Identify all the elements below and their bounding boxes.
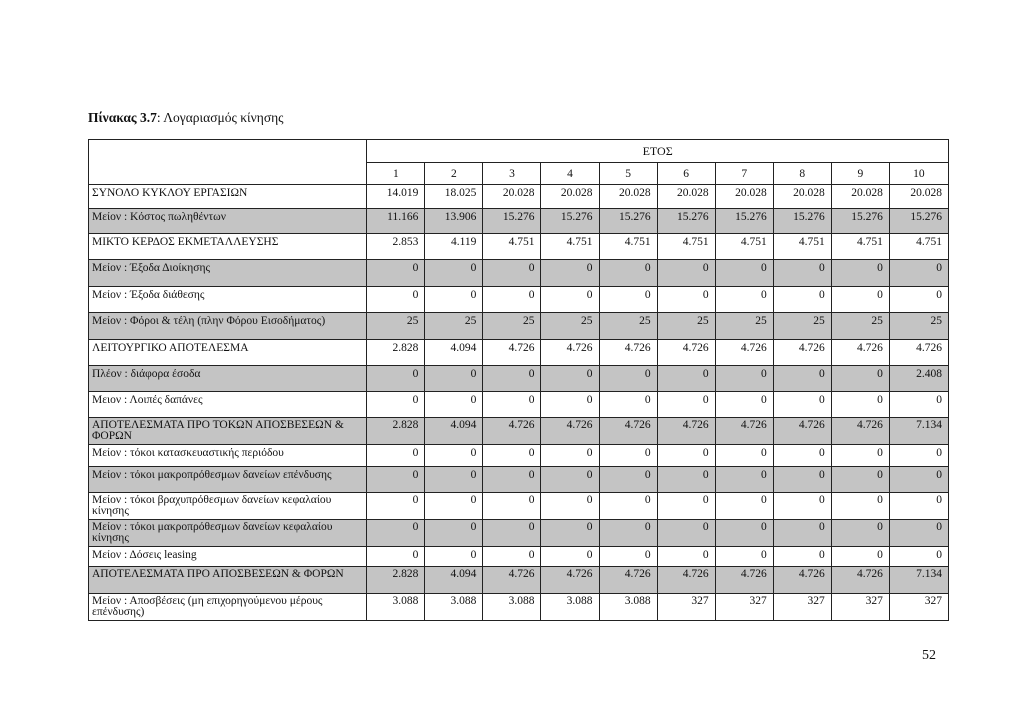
year-cell: 4 [541, 163, 599, 185]
value-cell: 0 [889, 287, 948, 313]
value-cell: 4.751 [715, 234, 773, 260]
value-cell: 0 [831, 520, 889, 547]
value-cell: 0 [599, 260, 657, 287]
year-cell: 1 [367, 163, 425, 185]
value-cell: 14.019 [367, 185, 425, 209]
value-cell: 0 [889, 493, 948, 520]
value-cell: 4.726 [483, 340, 541, 366]
value-cell: 0 [715, 467, 773, 493]
table-row [89, 594, 949, 621]
value-cell: 4.751 [599, 234, 657, 260]
table-body [89, 185, 949, 621]
table-row [89, 340, 949, 366]
value-cell: 327 [831, 594, 889, 621]
value-cell: 0 [657, 260, 715, 287]
value-cell: 0 [541, 493, 599, 520]
value-cell: 0 [657, 392, 715, 418]
row-label: Μείον : Έξοδα διάθεσης [89, 287, 367, 313]
value-cell: 0 [599, 287, 657, 313]
value-cell: 0 [599, 493, 657, 520]
value-cell: 0 [425, 520, 483, 547]
row-label: ΑΠΟΤΕΛΕΣΜΑΤΑ ΠΡΟ ΑΠΟΣΒΕΣΕΩΝ & ΦΟΡΩΝ [89, 567, 367, 594]
value-cell: 0 [425, 287, 483, 313]
value-cell: 0 [483, 520, 541, 547]
value-cell: 0 [831, 366, 889, 392]
year-header: ΕΤΟΣ [367, 140, 949, 163]
value-cell: 0 [599, 467, 657, 493]
value-cell: 0 [483, 287, 541, 313]
page-number: 52 [922, 648, 936, 663]
value-cell: 0 [367, 547, 425, 567]
value-cell: 0 [367, 467, 425, 493]
value-cell: 0 [541, 520, 599, 547]
value-cell: 20.028 [889, 185, 948, 209]
value-cell: 0 [541, 467, 599, 493]
table-caption [88, 110, 284, 126]
table-row [89, 313, 949, 340]
value-cell: 0 [541, 260, 599, 287]
value-cell: 0 [773, 520, 831, 547]
value-cell: 0 [773, 445, 831, 467]
value-cell: 0 [831, 445, 889, 467]
value-cell: 0 [715, 366, 773, 392]
value-cell: 25 [483, 313, 541, 340]
value-cell: 4.751 [889, 234, 948, 260]
table-row [89, 493, 949, 520]
value-cell: 0 [657, 445, 715, 467]
value-cell: 15.276 [773, 209, 831, 234]
value-cell: 0 [599, 366, 657, 392]
value-cell: 4.726 [599, 340, 657, 366]
row-label: Μείον : τόκοι μακροπρόθεσμων δανείων κεφαλαίου κίνησης [89, 520, 367, 547]
value-cell: 15.276 [657, 209, 715, 234]
value-cell: 25 [773, 313, 831, 340]
header-corner-cell [89, 140, 367, 185]
value-cell: 327 [773, 594, 831, 621]
value-cell: 4.094 [425, 418, 483, 445]
value-cell: 7.134 [889, 567, 948, 594]
value-cell: 0 [657, 520, 715, 547]
value-cell: 327 [715, 594, 773, 621]
value-cell: 0 [715, 445, 773, 467]
value-cell: 20.028 [541, 185, 599, 209]
value-cell: 0 [425, 445, 483, 467]
value-cell: 25 [367, 313, 425, 340]
value-cell: 25 [425, 313, 483, 340]
value-cell: 0 [715, 547, 773, 567]
table-row [89, 520, 949, 547]
value-cell: 0 [599, 520, 657, 547]
row-label: Μείον : Φόροι & τέλη (πλην Φόρου Εισοδήματος) [89, 313, 367, 340]
value-cell: 2.853 [367, 234, 425, 260]
value-cell: 0 [541, 366, 599, 392]
value-cell: 25 [831, 313, 889, 340]
value-cell: 20.028 [483, 185, 541, 209]
table-row [89, 209, 949, 234]
cash-flow-table [88, 139, 949, 621]
value-cell: 18.025 [425, 185, 483, 209]
value-cell: 0 [599, 392, 657, 418]
row-label: Μειον : Λοιπές δαπάνες [89, 392, 367, 418]
value-cell: 0 [541, 287, 599, 313]
value-cell: 4.726 [715, 418, 773, 445]
value-cell: 13.906 [425, 209, 483, 234]
row-label: Μείον : Έξοδα Διοίκησης [89, 260, 367, 287]
table-row [89, 392, 949, 418]
value-cell: 0 [483, 260, 541, 287]
value-cell: 0 [367, 520, 425, 547]
value-cell: 0 [367, 445, 425, 467]
value-cell: 0 [715, 520, 773, 547]
value-cell: 4.726 [715, 567, 773, 594]
value-cell: 4.726 [773, 567, 831, 594]
value-cell: 15.276 [831, 209, 889, 234]
value-cell: 0 [715, 392, 773, 418]
value-cell: 2.408 [889, 366, 948, 392]
value-cell: 0 [541, 547, 599, 567]
row-label: ΑΠΟΤΕΛΕΣΜΑΤΑ ΠΡΟ ΤΟΚΩΝ ΑΠΟΣΒΕΣΕΩΝ & ΦΟΡΩΝ [89, 418, 367, 445]
value-cell: 15.276 [483, 209, 541, 234]
value-cell: 20.028 [831, 185, 889, 209]
row-label: Μείον : Δόσεις leasing [89, 547, 367, 567]
value-cell: 20.028 [773, 185, 831, 209]
value-cell: 3.088 [599, 594, 657, 621]
value-cell: 0 [483, 493, 541, 520]
value-cell: 0 [541, 445, 599, 467]
year-cell: 5 [599, 163, 657, 185]
value-cell: 0 [367, 392, 425, 418]
caption-label: Πίνακας 3.7 [88, 110, 157, 125]
value-cell: 0 [889, 445, 948, 467]
value-cell: 327 [657, 594, 715, 621]
value-cell: 2.828 [367, 567, 425, 594]
value-cell: 4.751 [773, 234, 831, 260]
value-cell: 4.119 [425, 234, 483, 260]
value-cell: 0 [773, 366, 831, 392]
value-cell: 4.726 [541, 340, 599, 366]
value-cell: 25 [715, 313, 773, 340]
value-cell: 0 [773, 260, 831, 287]
value-cell: 4.726 [599, 418, 657, 445]
value-cell: 4.726 [715, 340, 773, 366]
value-cell: 4.726 [483, 418, 541, 445]
value-cell: 4.726 [599, 567, 657, 594]
value-cell: 327 [889, 594, 948, 621]
row-label: Μείον : Κόστος πωληθέντων [89, 209, 367, 234]
year-cell: 9 [831, 163, 889, 185]
value-cell: 4.726 [483, 567, 541, 594]
table-row [89, 567, 949, 594]
value-cell: 0 [599, 547, 657, 567]
value-cell: 4.726 [831, 340, 889, 366]
value-cell: 0 [483, 547, 541, 567]
value-cell: 0 [889, 260, 948, 287]
value-cell: 0 [599, 445, 657, 467]
value-cell: 4.726 [831, 418, 889, 445]
table-row [89, 234, 949, 260]
table-row [89, 418, 949, 445]
value-cell: 0 [715, 493, 773, 520]
value-cell: 4.751 [483, 234, 541, 260]
row-label: ΣΥΝΟΛΟ ΚΥΚΛΟΥ ΕΡΓΑΣΙΩΝ [89, 185, 367, 209]
value-cell: 4.726 [657, 567, 715, 594]
value-cell: 4.726 [831, 567, 889, 594]
value-cell: 20.028 [599, 185, 657, 209]
table-row [89, 547, 949, 567]
value-cell: 0 [831, 287, 889, 313]
year-cell: 7 [715, 163, 773, 185]
table-row [89, 366, 949, 392]
row-label: Μείον : Αποσβέσεις (μη επιχορηγούμενου μέρους επένδυσης) [89, 594, 367, 621]
value-cell: 2.828 [367, 340, 425, 366]
value-cell: 0 [425, 366, 483, 392]
value-cell: 0 [773, 467, 831, 493]
value-cell: 0 [657, 366, 715, 392]
value-cell: 0 [831, 493, 889, 520]
value-cell: 15.276 [541, 209, 599, 234]
value-cell: 0 [367, 287, 425, 313]
year-cell: 10 [889, 163, 948, 185]
caption-text: : Λογαριασμός κίνησης [156, 110, 284, 125]
value-cell: 4.751 [831, 234, 889, 260]
value-cell: 3.088 [541, 594, 599, 621]
value-cell: 0 [657, 467, 715, 493]
value-cell: 4.726 [773, 418, 831, 445]
value-cell: 0 [483, 467, 541, 493]
value-cell: 0 [483, 392, 541, 418]
value-cell: 0 [425, 467, 483, 493]
table-row [89, 260, 949, 287]
value-cell: 25 [541, 313, 599, 340]
value-cell: 4.751 [541, 234, 599, 260]
value-cell: 0 [425, 392, 483, 418]
value-cell: 0 [657, 547, 715, 567]
value-cell: 0 [773, 493, 831, 520]
value-cell: 4.094 [425, 567, 483, 594]
value-cell: 4.726 [657, 340, 715, 366]
value-cell: 0 [773, 547, 831, 567]
value-cell: 0 [831, 392, 889, 418]
value-cell: 4.726 [541, 418, 599, 445]
value-cell: 0 [657, 287, 715, 313]
value-cell: 0 [367, 366, 425, 392]
value-cell: 0 [889, 547, 948, 567]
value-cell: 0 [773, 392, 831, 418]
year-cell: 8 [773, 163, 831, 185]
year-cell: 3 [483, 163, 541, 185]
value-cell: 0 [425, 493, 483, 520]
value-cell: 15.276 [889, 209, 948, 234]
value-cell: 4.094 [425, 340, 483, 366]
value-cell: 4.726 [773, 340, 831, 366]
value-cell: 20.028 [657, 185, 715, 209]
value-cell: 11.166 [367, 209, 425, 234]
table-row [89, 185, 949, 209]
table-row [89, 287, 949, 313]
value-cell: 15.276 [715, 209, 773, 234]
value-cell: 0 [657, 493, 715, 520]
value-cell: 0 [367, 493, 425, 520]
row-label: Μείον : τόκοι κατασκευαστικής περιόδου [89, 445, 367, 467]
value-cell: 3.088 [367, 594, 425, 621]
value-cell: 0 [715, 260, 773, 287]
header-row-title [89, 140, 949, 163]
value-cell: 0 [889, 392, 948, 418]
value-cell: 3.088 [425, 594, 483, 621]
value-cell: 0 [541, 392, 599, 418]
year-cell: 2 [425, 163, 483, 185]
value-cell: 4.726 [541, 567, 599, 594]
table-row [89, 445, 949, 467]
row-label: Μείον : τόκοι μακροπρόθεσμων δανείων επένδυσης [89, 467, 367, 493]
value-cell: 25 [599, 313, 657, 340]
value-cell: 7.134 [889, 418, 948, 445]
value-cell: 0 [831, 547, 889, 567]
row-label: ΜΙΚΤΟ ΚΕΡΔΟΣ ΕΚΜΕΤΑΛΛΕΥΣΗΣ [89, 234, 367, 260]
value-cell: 4.751 [657, 234, 715, 260]
value-cell: 0 [483, 366, 541, 392]
year-cell: 6 [657, 163, 715, 185]
value-cell: 25 [657, 313, 715, 340]
value-cell: 0 [715, 287, 773, 313]
value-cell: 0 [773, 287, 831, 313]
value-cell: 2.828 [367, 418, 425, 445]
value-cell: 0 [831, 260, 889, 287]
value-cell: 0 [889, 520, 948, 547]
row-label: Πλέον : διάφορα έσοδα [89, 366, 367, 392]
row-label: Μείον : τόκοι βραχυπρόθεσμων δανείων κεφαλαίου κίνησης [89, 493, 367, 520]
value-cell: 0 [831, 467, 889, 493]
value-cell: 0 [425, 547, 483, 567]
table-row [89, 467, 949, 493]
value-cell: 20.028 [715, 185, 773, 209]
value-cell: 4.726 [889, 340, 948, 366]
value-cell: 25 [889, 313, 948, 340]
value-cell: 15.276 [599, 209, 657, 234]
value-cell: 0 [483, 445, 541, 467]
value-cell: 4.726 [657, 418, 715, 445]
value-cell: 0 [425, 260, 483, 287]
row-label: ΛΕΙΤΟΥΡΓΙΚΟ ΑΠΟΤΕΛΕΣΜΑ [89, 340, 367, 366]
value-cell: 0 [367, 260, 425, 287]
value-cell: 3.088 [483, 594, 541, 621]
value-cell: 0 [889, 467, 948, 493]
